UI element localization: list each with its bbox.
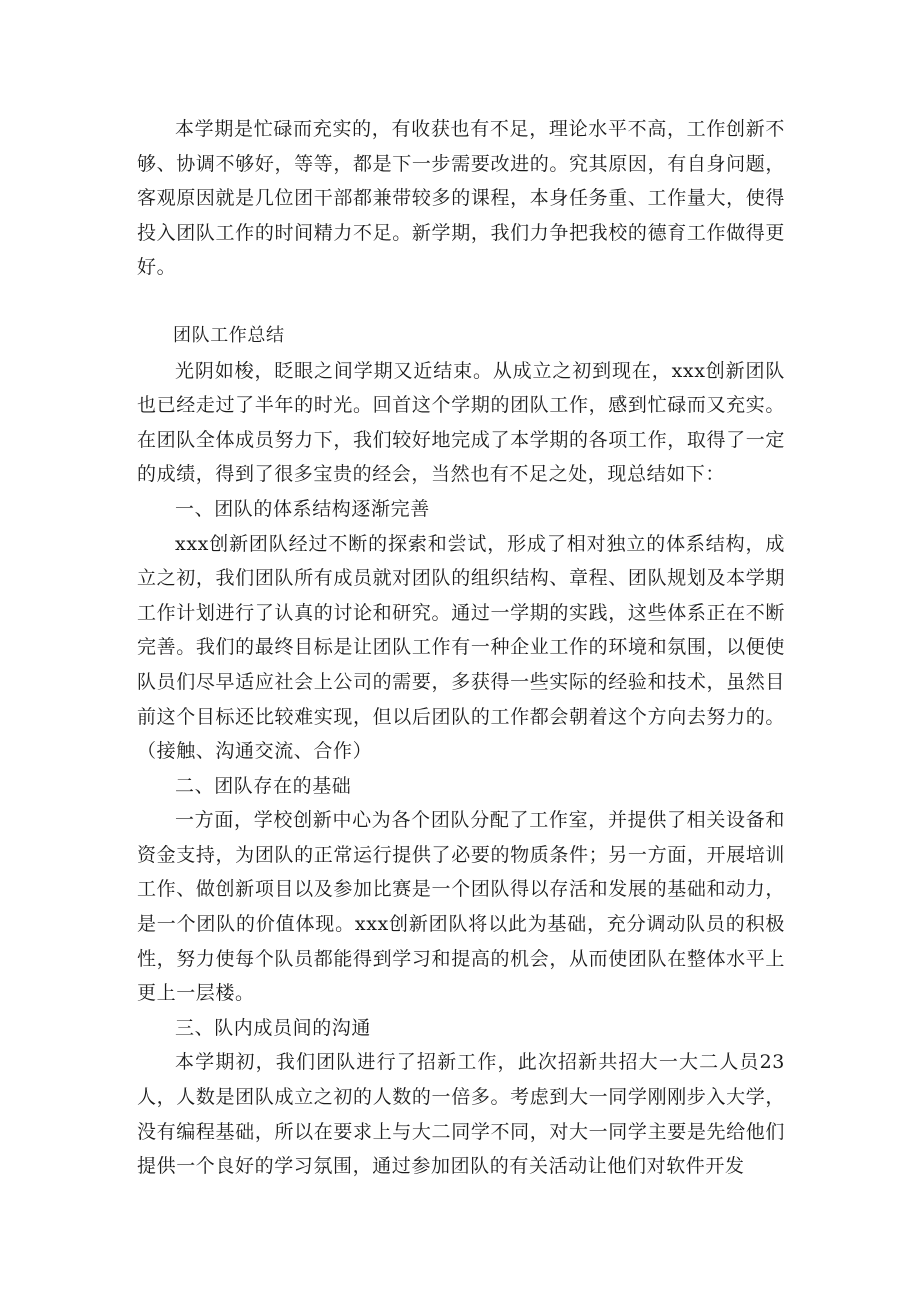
- section-heading-3: 三、队内成员间的沟通: [175, 1016, 372, 1039]
- section-body-2: 一方面，学校创新中心为各个团队分配了工作室，并提供了相关设备和资金支持，为团队的正常运行提供了必要的物质条件；另一方面，开展培训工作、做创新项目以及参加比赛是一个团队得以存活和发展的基础和动力，是一个团队的价值体现。xxx创新团队将以此为基础，充分调动队员的积极性，努力使每个队员都能得到学习和提高的机会，从而使团队在整体水平上更上一层楼。: [137, 809, 785, 1005]
- section-heading-2: 二、团队存在的基础: [175, 774, 352, 797]
- section-heading-1: 一、团队的体系结构逐渐完善: [175, 497, 430, 520]
- section-body-1: xxx创新团队经过不断的探索和尝试，形成了相对独立的体系结构，成立之初，我们团队所有成员就对团队的组织结构、章程、团队规划及本学期工作计划进行了认真的讨论和研究。通过一学期的实践，这些体系正在不断完善。我们的最终目标是让团队工作有一种企业工作的环境和氛围，以便使队员们尽早适应社会上公司的需要，多获得一些实际的经验和技术，虽然目前这个目标还比较难实现，但以后团队的工作都会朝着这个方向去努力的。（接触、沟通交流、合作）: [137, 532, 785, 763]
- section-body-3: 本学期初，我们团队进行了招新工作，此次招新共招大一大二人员23人，人数是团队成立之初的人数的一倍多。考虑到大一同学刚刚步入大学，没有编程基础，所以在要求上与大二同学不同，对大一同学主要是先给他们提供一个良好的学习氛围，通过参加团队的有关活动让他们对软件开发: [137, 1051, 785, 1178]
- intro-paragraph: 本学期是忙碌而充实的，有收获也有不足，理论水平不高，工作创新不够、协调不够好，等等，都是下一步需要改进的。究其原因，有自身问题，客观原因就是几位团干部都兼带较多的课程，本身任务重、工作量大，使得投入团队工作的时间精力不足。新学期，我们力争把我校的德育工作做得更好。: [137, 118, 785, 279]
- document-title: 团队工作总结: [173, 324, 285, 346]
- document-page: [137, 112, 785, 1184]
- opening-paragraph: 光阴如梭，眨眼之间学期又近结束。从成立之初到现在，xxx创新团队也已经走过了半年的时光。回首这个学期的团队工作，感到忙碌而又充实。在团队全体成员努力下，我们较好地完成了本学期的各项工作，取得了一定的成绩，得到了很多宝贵的经会，当然也有不足之处，现总结如下：: [137, 359, 785, 486]
